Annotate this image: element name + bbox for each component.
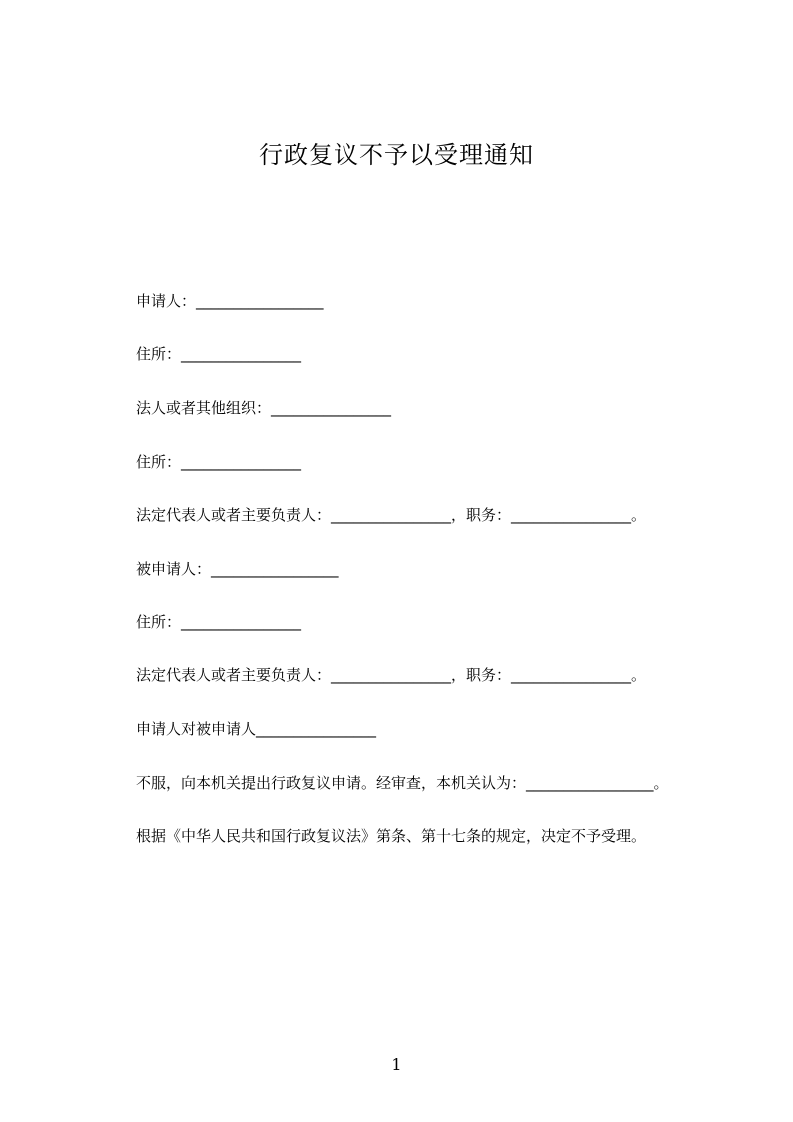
page-number: 1 — [391, 1055, 402, 1074]
applicant-line: 申请人：_________________ — [136, 292, 324, 310]
review-opinion-line: 不服，向本机关提出行政复议申请。经审查，本机关认为：_________________。 — [136, 774, 669, 792]
applicant-address-line: 住所：________________ — [136, 345, 302, 363]
dispute-line: 申请人对被申请人________________ — [136, 720, 377, 738]
legal-person-line: 法人或者其他组织：________________ — [136, 399, 392, 417]
document-title: 行政复议不予以受理通知 — [259, 141, 534, 169]
legal-representative-line: 法定代表人或者主要负责人：________________，职务：________________。 — [136, 506, 647, 524]
respondent-line: 被申请人：_________________ — [136, 560, 339, 578]
respondent-address-line: 住所：________________ — [136, 613, 302, 631]
decision-line: 根据《中华人民共和国行政复议法》第条、第十七条的规定，决定不予受理。 — [136, 827, 647, 845]
respondent-representative-line: 法定代表人或者主要负责人：________________，职务：________________。 — [136, 666, 647, 684]
legal-person-address-line: 住所：________________ — [136, 453, 302, 471]
